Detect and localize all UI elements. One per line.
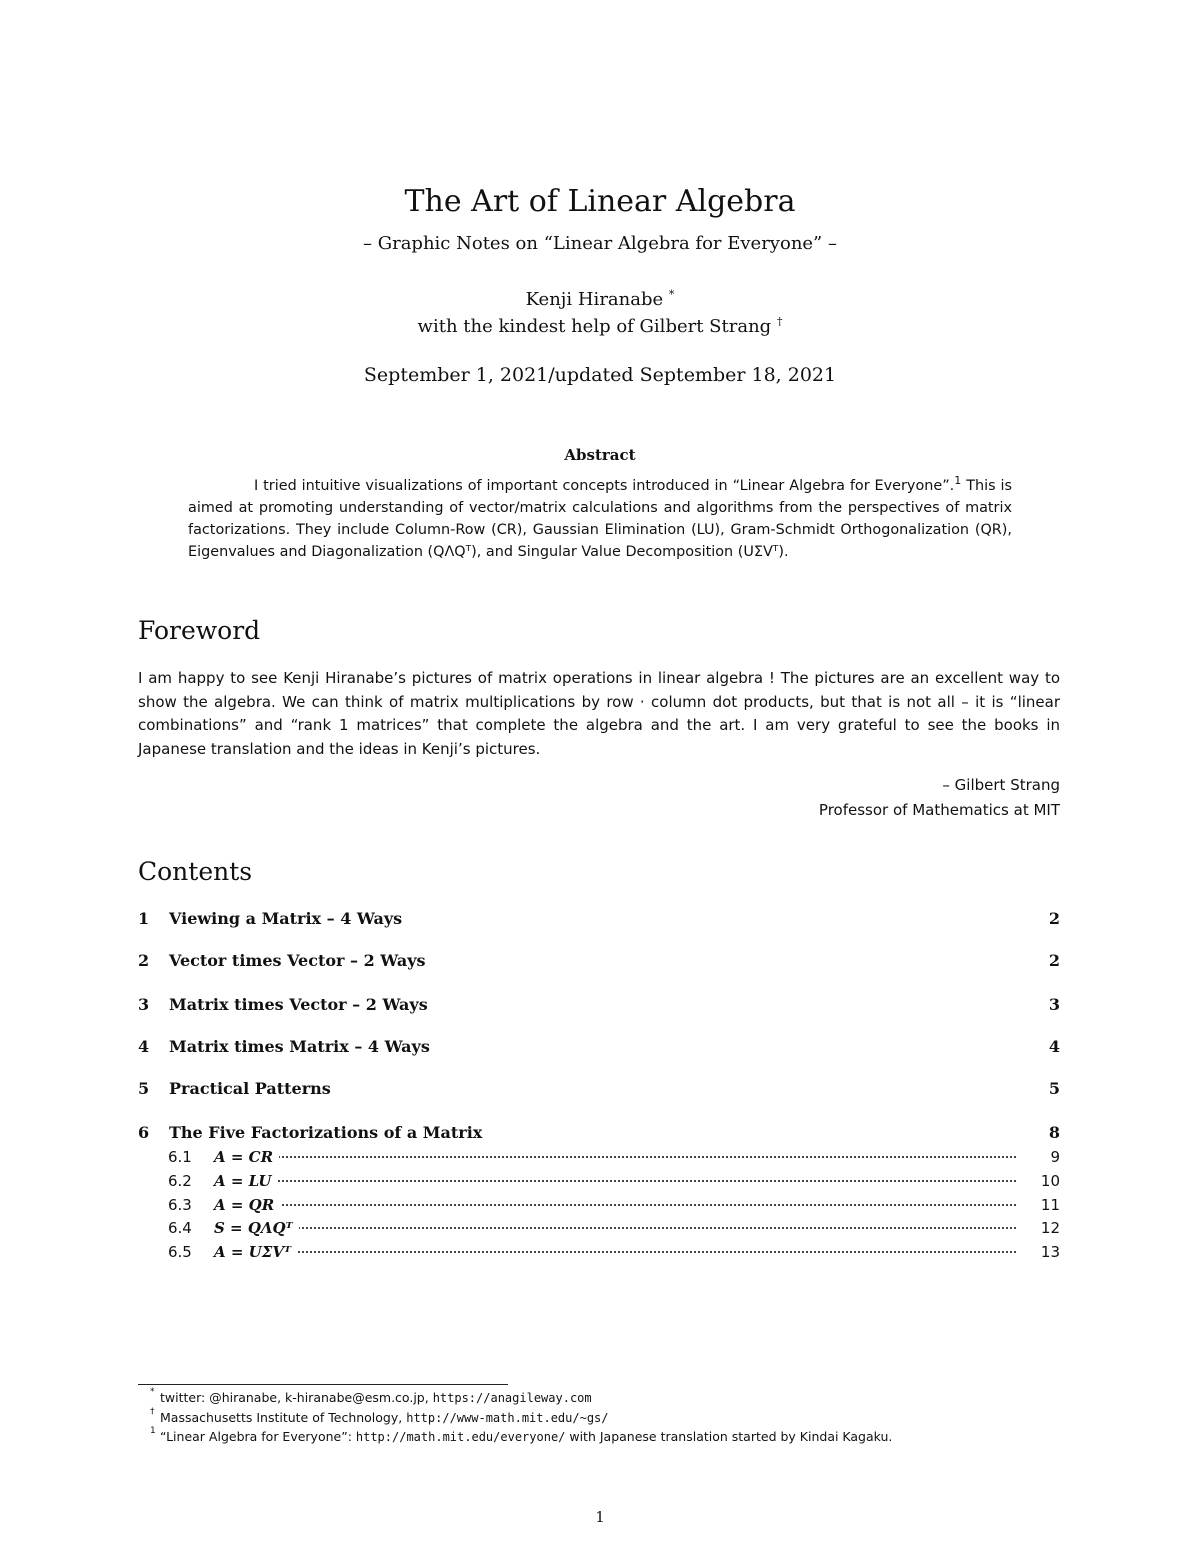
footnote-text: Massachusetts Institute of Technology, (160, 1410, 407, 1425)
footnote-mark: † (150, 1407, 155, 1417)
toc-subsection[interactable] (168, 1219, 1060, 1241)
toc-section-number: 1 (138, 909, 150, 928)
foreword-signature: – Gilbert Strang (942, 776, 1060, 794)
toc-subsection-page[interactable]: 9 (1044, 1148, 1060, 1166)
footnote-after: with Japanese translation started by Kindai Kagaku. (565, 1429, 893, 1444)
author-name: Kenji Hiranabe (525, 289, 664, 310)
footnote (150, 1426, 893, 1444)
toc-section-title[interactable]: Matrix times Vector – 2 Ways (169, 995, 428, 1014)
abstract-line1: I tried intuitive visualizations of important concepts introduced in “Linear Algebra for Everyone”. (254, 478, 955, 494)
toc-section[interactable] (138, 909, 1060, 933)
footnote (150, 1407, 609, 1425)
abstract-rest: This is aimed at promoting understanding of vector/matrix calculations and algorithms from the perspectives of matrix factorizations. They include Column-Row (CR), Gaussian Elimination (LU), Gram-Schmidt Orthogonalization (QR), Eigenvalues and Diagonalization (QΛQᵀ), and Singular Value Decomposition (UΣVᵀ). (188, 478, 1013, 560)
toc-subsection[interactable] (168, 1172, 1060, 1194)
foreword-heading: Foreword (138, 616, 261, 645)
toc-section[interactable] (138, 951, 1060, 975)
toc-subsection[interactable] (168, 1148, 1060, 1170)
toc-subsection-number: 6.4 (168, 1219, 192, 1237)
toc-section-page[interactable]: 2 (1048, 909, 1060, 928)
toc-subsection-number: 6.2 (168, 1172, 192, 1190)
toc-subsection-number: 6.1 (168, 1148, 192, 1166)
abstract-body (188, 475, 1012, 563)
abstract-footnote-mark: 1 (954, 474, 962, 488)
footnote-mark: * (150, 1387, 155, 1397)
footnote-text: twitter: @hiranabe, k-hiranabe@esm.co.jp, (160, 1390, 433, 1405)
toc-section-number: 4 (138, 1037, 150, 1056)
toc-leader-dots (278, 1180, 1016, 1182)
paper-subtitle: – Graphic Notes on “Linear Algebra for Everyone” – (363, 233, 837, 254)
toc-subsection-page[interactable]: 10 (1035, 1172, 1060, 1190)
toc-section-number: 5 (138, 1079, 150, 1098)
toc-section[interactable] (138, 1037, 1060, 1061)
toc-subsection-title[interactable]: A = CR (214, 1148, 279, 1166)
toc-subsection[interactable] (168, 1196, 1060, 1218)
paper-date: September 1, 2021/updated September 18, 2021 (363, 364, 837, 386)
toc-subsection-number: 6.3 (168, 1196, 192, 1214)
toc-subsection-page[interactable]: 12 (1035, 1219, 1060, 1237)
toc-subsection-number: 6.5 (168, 1243, 192, 1261)
footnote-link[interactable]: https://anagileway.com (432, 1391, 592, 1405)
footnote-rule (138, 1384, 508, 1385)
helper-footnote-mark: † (776, 315, 783, 328)
toc-section-page[interactable]: 5 (1048, 1079, 1060, 1098)
toc-section-number: 2 (138, 951, 150, 970)
toc-section-page[interactable]: 8 (1048, 1123, 1060, 1142)
helper-text: with the kindest help of Gilbert Strang (417, 316, 772, 337)
toc-section[interactable] (138, 995, 1060, 1019)
toc-leader-dots (278, 1204, 1016, 1206)
toc-section[interactable] (138, 1079, 1060, 1103)
toc-subsection[interactable] (168, 1243, 1060, 1265)
toc-subsection-page[interactable]: 11 (1035, 1196, 1060, 1214)
footnote (150, 1387, 592, 1405)
toc-leader-dots (278, 1251, 1016, 1253)
toc-subsection-title[interactable]: A = UΣVᵀ (214, 1243, 297, 1261)
toc-subsection-title[interactable]: A = LU (214, 1172, 277, 1190)
toc-section-title[interactable]: Matrix times Matrix – 4 Ways (169, 1037, 430, 1056)
toc-section-page[interactable]: 3 (1048, 995, 1060, 1014)
toc-section[interactable] (138, 1123, 1060, 1147)
toc-section-title[interactable]: Practical Patterns (169, 1079, 331, 1098)
helper-line (0, 316, 1200, 337)
foreword-signature-title: Professor of Mathematics at MIT (818, 801, 1060, 819)
abstract-heading: Abstract (564, 446, 636, 464)
toc-section-page[interactable]: 2 (1048, 951, 1060, 970)
toc-subsection-title[interactable]: S = QΛQᵀ (214, 1219, 299, 1237)
toc-section-title[interactable]: Vector times Vector – 2 Ways (169, 951, 426, 970)
toc-section-page[interactable]: 4 (1048, 1037, 1060, 1056)
page-number: 1 (595, 1508, 605, 1526)
toc-leader-dots (278, 1227, 1016, 1229)
toc-section-title[interactable]: The Five Factorizations of a Matrix (169, 1123, 483, 1142)
author-line (0, 289, 1200, 310)
author-footnote-mark: * (668, 288, 675, 301)
toc-section-number: 3 (138, 995, 150, 1014)
footnote-text: “Linear Algebra for Everyone”: (160, 1429, 356, 1444)
toc-subsection-title[interactable]: A = QR (214, 1196, 280, 1214)
toc-subsection-page[interactable]: 13 (1035, 1243, 1060, 1261)
contents-heading: Contents (138, 857, 253, 886)
paper-title: The Art of Linear Algebra (404, 184, 796, 219)
toc-section-number: 6 (138, 1123, 150, 1142)
footnote-link[interactable]: http://math.mit.edu/everyone/ (355, 1430, 566, 1444)
toc-leader-dots (278, 1156, 1016, 1158)
footnote-link[interactable]: http://www-math.mit.edu/~gs/ (406, 1411, 609, 1425)
foreword-body: I am happy to see Kenji Hiranabe’s pictures of matrix operations in linear algebra ! The pictures are an excellent way to show the algebra. We can think of matrix multiplications by row · column dot products, but that is not all – it is “linear combinations” and “rank 1 matrices” that complete the algebra and the art. I am very grateful to see the books in Japanese translation and the ideas in Kenji’s pictures. (138, 669, 1060, 758)
toc-section-title[interactable]: Viewing a Matrix – 4 Ways (169, 909, 403, 928)
footnote-mark: 1 (150, 1426, 156, 1436)
